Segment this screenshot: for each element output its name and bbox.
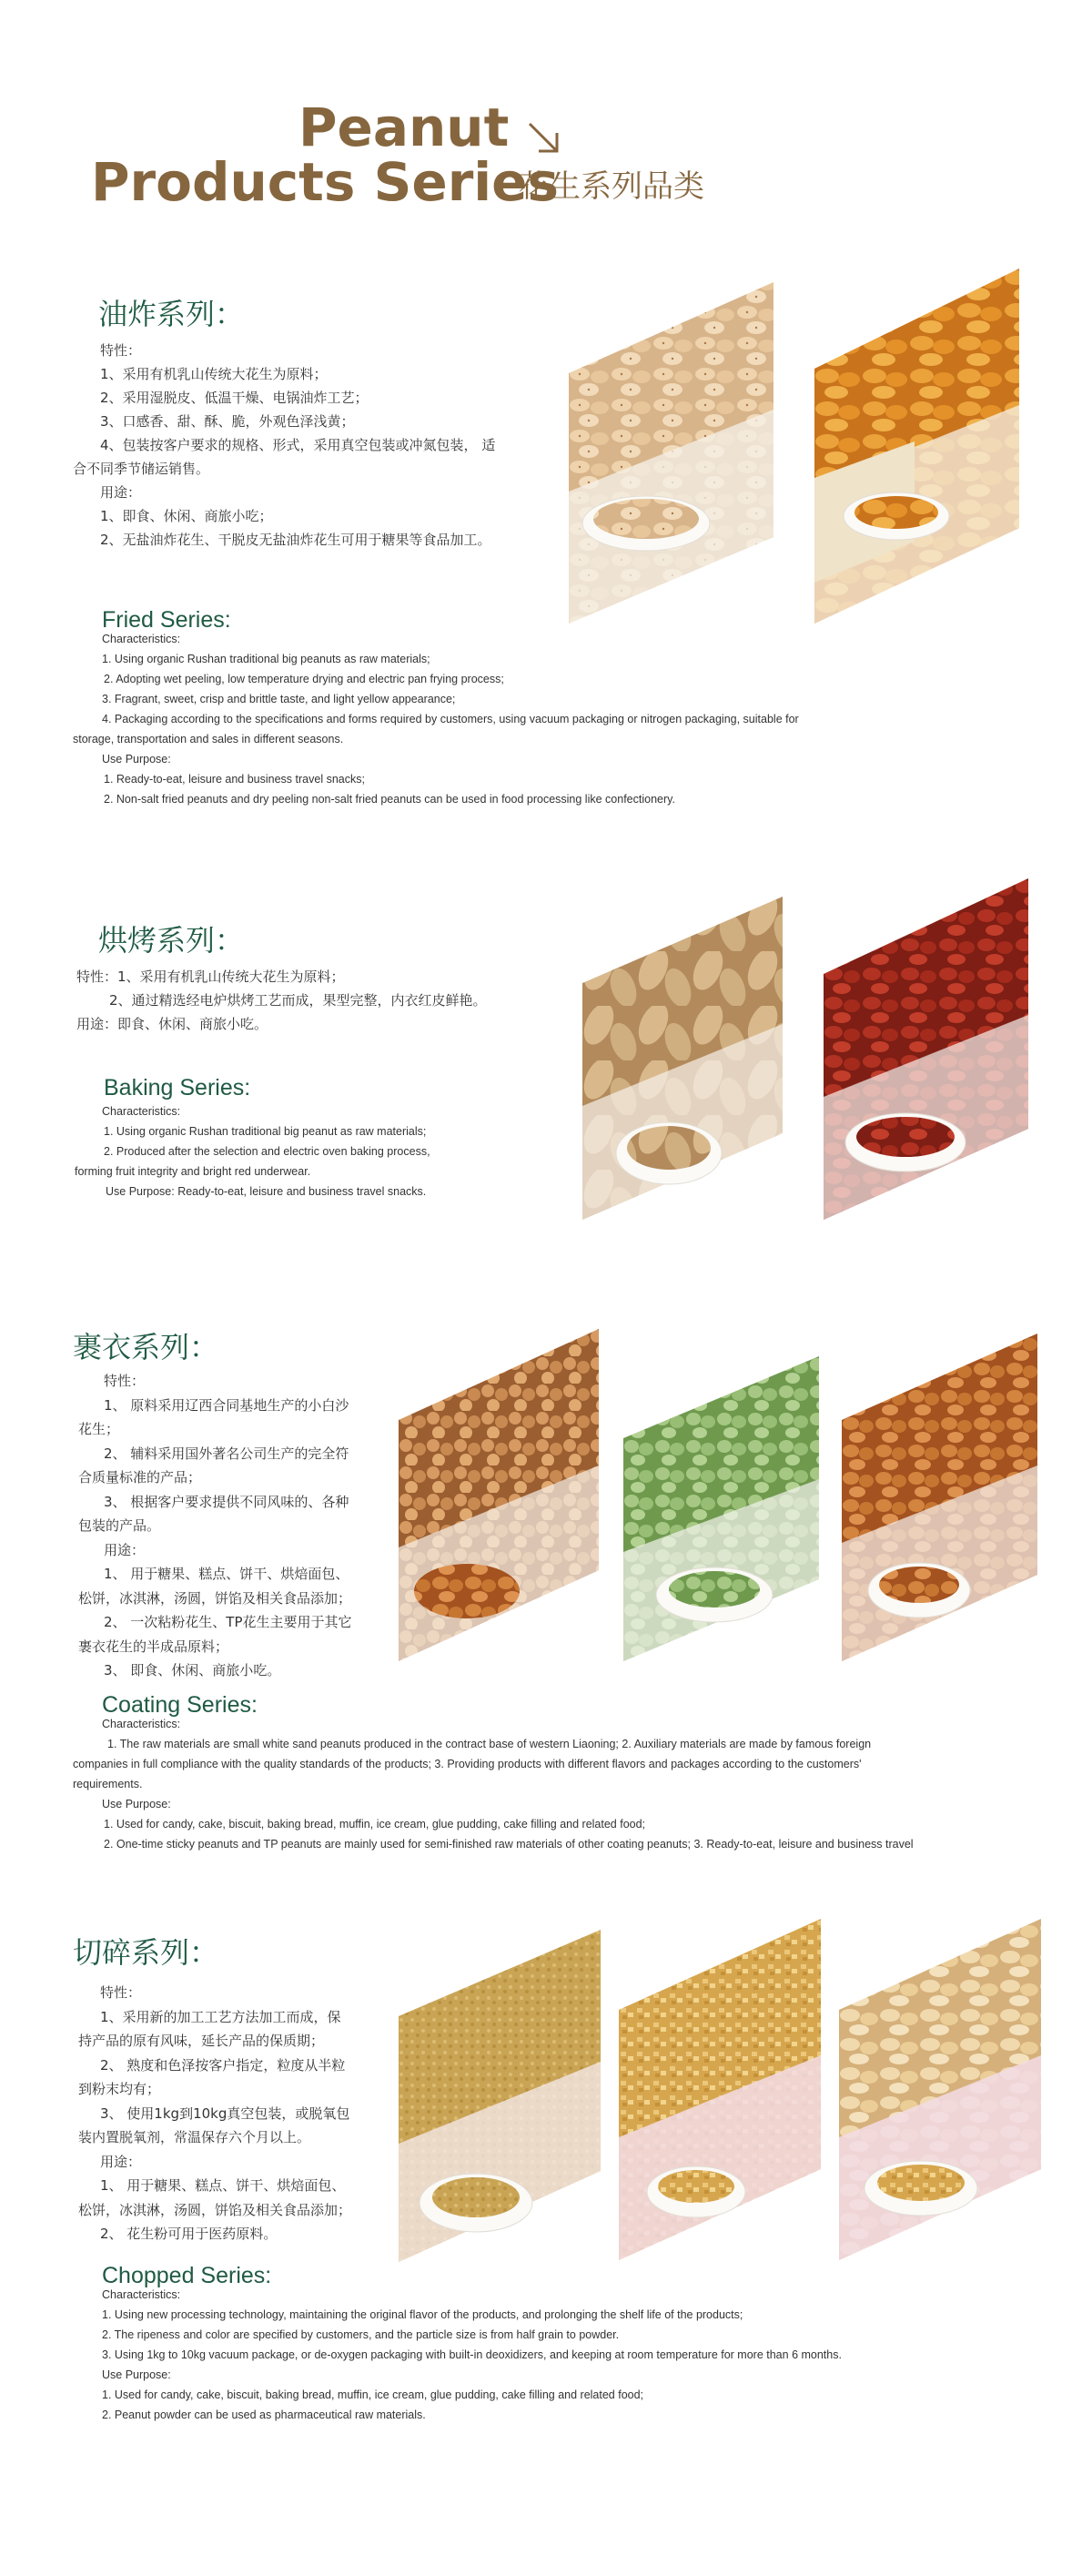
coating-en-line: companies in full compliance with the quality standards of the products; 3. Providing products with different flavors and packages according to the customers'	[73, 1758, 862, 1770]
fried-en-line: 1. Using organic Rushan traditional big peanuts as raw materials;	[102, 653, 430, 665]
chopped-cn-line: 特性：	[100, 1984, 142, 2001]
coating-cn-line: 3、 根据客户要求提供不同风味的、各种	[104, 1493, 349, 1510]
chopped-en-title: Chopped Series:	[102, 2263, 272, 2288]
coating-cn-line: 1、 原料采用辽西合同基地生产的小白沙	[104, 1396, 349, 1414]
coating-en-title: Coating Series:	[102, 1692, 258, 1718]
baking-en-body	[75, 1101, 430, 1202]
chopped-cn-body	[78, 1981, 351, 2246]
baking-cn-line: 2、通过精选经电炉烘烤工艺而成，果型完整，内衣红皮鲜艳。	[109, 992, 487, 1009]
chopped-en-line: 3. Using 1kg to 10kg vacuum package, or de-oxygen packaging with built-in deoxidizers, and keeping at room temperature for more than 6 months.	[102, 2348, 842, 2361]
coating-en-line: Use Purpose:	[102, 1798, 171, 1810]
coating-en-line: 1. Used for candy, cake, biscuit, baking bread, muffin, ice cream, glue pudding, cake filling and related food;	[104, 1818, 646, 1831]
coating-en-body	[73, 1714, 914, 1854]
baking-product-image-shell	[582, 897, 783, 1224]
header-subtitle-cn: 花生系列品类	[519, 168, 704, 205]
fried-cn-line: 特性：	[100, 342, 142, 359]
coating-product-image-coated	[842, 1334, 1037, 1666]
chopped-cn-line: 持产品的原有风味，延长产品的保质期；	[78, 2033, 325, 2049]
coating-product-image-green	[623, 1356, 819, 1666]
fried-cn-line: 用途：	[100, 484, 142, 501]
coating-cn-line: 包装的产品。	[78, 1517, 161, 1534]
fried-en-line: 4. Packaging according to the specifications and forms required by customers, using vacuum packaging or nitrogen packaging, suitable for	[102, 713, 799, 725]
coating-cn-line: 花生；	[78, 1421, 120, 1437]
coating-cn-title: 裹衣系列：	[73, 1330, 219, 1364]
chopped-en-line: 2. Peanut powder can be used as pharmaceutical raw materials.	[102, 2409, 426, 2421]
coating-product-image-sesame	[399, 1329, 599, 1666]
baking-en-line: Characteristics:	[102, 1105, 181, 1118]
coating-cn-line: 2、 一次粘粉花生、TP花生主要用于其它	[104, 1614, 352, 1630]
arrow-down-right-icon	[526, 120, 562, 157]
chopped-product-image-powder	[399, 1930, 601, 2267]
chopped-en-line: 1. Used for candy, cake, biscuit, baking bread, muffin, ice cream, glue pudding, cake filling and related food;	[102, 2388, 644, 2401]
baking-product-image-red	[824, 878, 1028, 1224]
chopped-cn-line: 到粉末均有；	[78, 2081, 161, 2097]
fried-cn-line: 4、包装按客户要求的规格、形式，采用真空包装或冲氮包装， 适	[100, 437, 496, 453]
fried-cn-line: 2、采用湿脱皮、低温干燥、电锅油炸工艺；	[100, 390, 369, 406]
fried-en-line: 2. Non-salt fried peanuts and dry peeling non-salt fried peanuts can be used in food processing like confectionery.	[104, 793, 675, 806]
chopped-cn-line: 2、 熟度和色泽按客户指定，粒度从半粒	[100, 2056, 346, 2074]
baking-cn-body	[75, 965, 487, 1036]
fried-product-image-blanched	[569, 273, 774, 628]
chopped-en-line: Use Purpose:	[102, 2368, 171, 2381]
baking-en-line: forming fruit integrity and bright red underwear.	[75, 1165, 311, 1178]
coating-en-line: Characteristics:	[102, 1718, 181, 1730]
fried-en-line: Use Purpose:	[102, 753, 171, 766]
fried-cn-title: 油炸系列：	[98, 297, 245, 331]
fried-cn-line: 3、口感香、甜、酥、脆，外观色泽浅黄；	[100, 413, 355, 430]
coating-cn-line: 裹衣花生的半成品原料；	[78, 1638, 229, 1655]
fried-en-title: Fried Series:	[102, 607, 231, 633]
baking-cn-line: 用途：即食、休闲、商旅小吃。	[76, 1016, 268, 1032]
header-title-line2: Products Series	[91, 151, 560, 213]
fried-product-image-fried	[814, 269, 1019, 624]
chopped-cn-line: 1、采用新的加工工艺方法加工而成，保	[100, 2008, 341, 2025]
chopped-cn-line: 2、 花生粉可用于医药原料。	[100, 2226, 278, 2242]
coating-en-line: 2. One-time sticky peanuts and TP peanuts are mainly used for semi-finished raw materials of other coating peanuts; 3. Ready-to-eat, leisure and business travel	[104, 1838, 914, 1851]
fried-en-line: 2. Adopting wet peeling, low temperature drying and electric pan frying process;	[104, 673, 504, 685]
baking-en-line: Use Purpose: Ready-to-eat, leisure and business travel snacks.	[106, 1185, 427, 1198]
coating-cn-line: 松饼，冰淇淋，汤圆，饼馅及相关食品添加；	[78, 1589, 352, 1607]
baking-en-line: 2. Produced after the selection and electric oven baking process,	[104, 1145, 430, 1158]
fried-cn-line: 1、即食、休闲、商旅小吃；	[100, 508, 273, 524]
coating-cn-line: 用途：	[104, 1541, 146, 1558]
fried-en-line: 1. Ready-to-eat, leisure and business travel snacks;	[104, 773, 365, 786]
header-title-line1: Peanut	[298, 96, 510, 158]
fried-cn-line: 2、无盐油炸花生、干脱皮无盐油炸花生可用于糖果等食品加工。	[100, 532, 491, 548]
baking-cn-line: 特性：1、采用有机乳山传统大花生为原料；	[76, 969, 345, 985]
chopped-cn-line: 3、 使用1kg到10kg真空包装，或脱氧包	[100, 2104, 350, 2122]
coating-en-line: requirements.	[73, 1778, 143, 1790]
chopped-en-body	[102, 2285, 842, 2425]
coating-cn-body	[78, 1369, 352, 1683]
fried-cn-line: 合不同季节储运销售。	[73, 461, 210, 477]
fried-en-line: 3. Fragrant, sweet, crisp and brittle taste, and light yellow appearance;	[102, 693, 456, 705]
baking-en-line: 1. Using organic Rushan traditional big peanut as raw materials;	[104, 1125, 427, 1138]
baking-cn-title: 烘烤系列：	[98, 923, 245, 958]
chopped-product-image-granules	[619, 1919, 821, 2265]
coating-cn-line: 3、 即食、休闲、商旅小吃。	[104, 1662, 281, 1678]
fried-en-line: storage, transportation and sales in different seasons.	[73, 733, 344, 745]
chopped-cn-line: 用途：	[100, 2153, 142, 2170]
chopped-product-image-halves	[839, 1919, 1041, 2265]
coating-cn-line: 2、 辅料采用国外著名公司生产的完全符	[104, 1445, 349, 1462]
chopped-en-line: Characteristics:	[102, 2288, 181, 2301]
chopped-en-line: 1. Using new processing technology, maintaining the original flavor of the products, and prolonging the shelf life of the products;	[102, 2308, 743, 2321]
chopped-cn-line: 松饼，冰淇淋，汤圆，饼馅及相关食品添加；	[78, 2201, 352, 2218]
fried-cn-line: 1、采用有机乳山传统大花生为原料；	[100, 366, 328, 382]
fried-cn-body	[73, 339, 495, 552]
coating-cn-line: 合质量标准的产品；	[78, 1469, 202, 1486]
chopped-en-line: 2. The ripeness and color are specified by customers, and the particle size is from half grain to powder.	[102, 2328, 620, 2341]
coating-cn-line: 特性：	[104, 1373, 146, 1389]
coating-en-line: 1. The raw materials are small white sand peanuts produced in the contract base of western Liaoning; 2. Auxiliary materials are made by famous foreign	[107, 1738, 872, 1750]
chopped-cn-title: 切碎系列：	[73, 1935, 219, 1970]
coating-cn-line: 1、 用于糖果、糕点、饼干、烘焙面包、	[104, 1566, 349, 1582]
chopped-cn-line: 1、 用于糖果、糕点、饼干、烘焙面包、	[100, 2177, 346, 2194]
baking-en-title: Baking Series:	[104, 1075, 251, 1100]
fried-en-body	[73, 629, 799, 809]
fried-en-line: Characteristics:	[102, 633, 181, 645]
chopped-cn-line: 装内置脱氧剂，常温保存六个月以上。	[78, 2129, 311, 2145]
